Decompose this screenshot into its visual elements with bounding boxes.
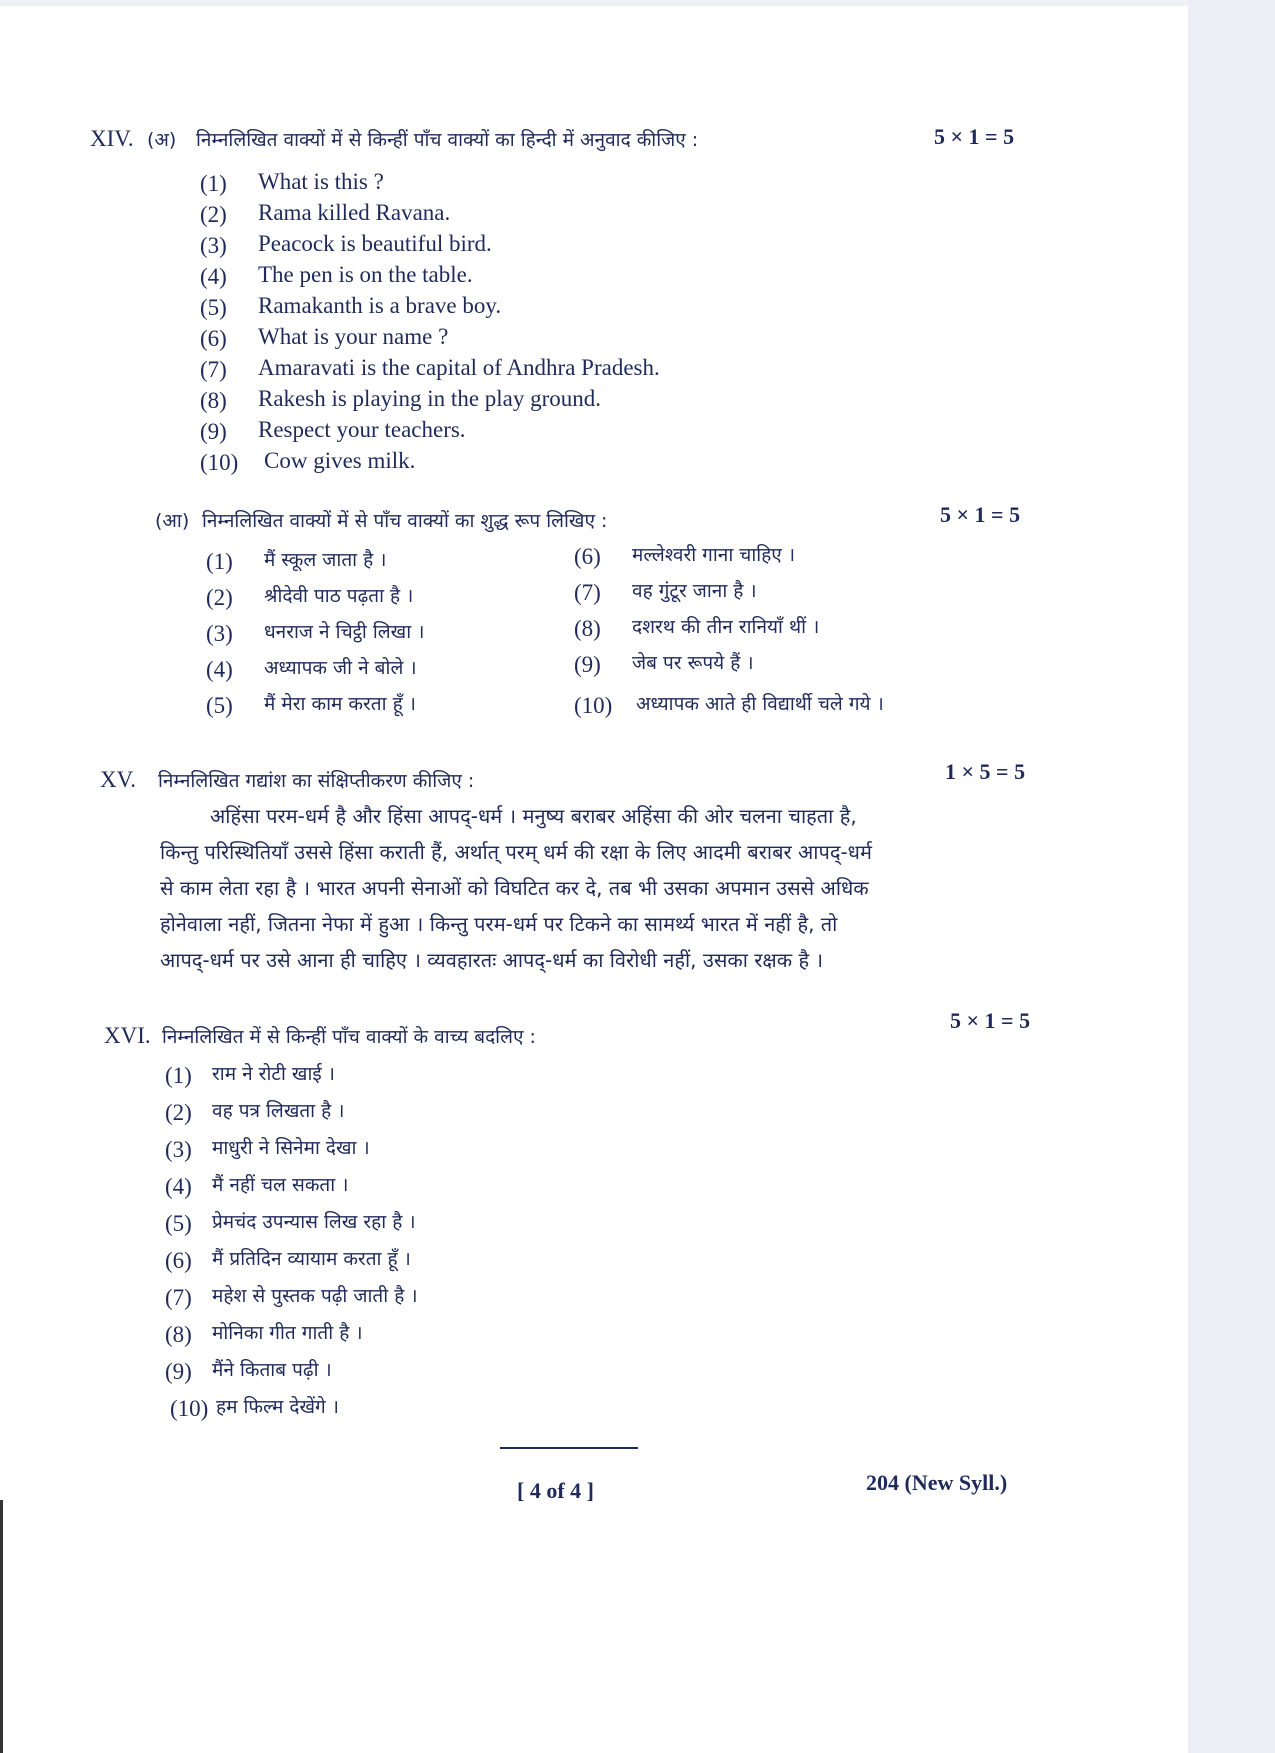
list-item-text: श्रीदेवी पाठ पढ़ता है । bbox=[264, 585, 414, 607]
list-item-text: Rakesh is playing in the play ground. bbox=[258, 386, 602, 411]
scan-edge-line bbox=[0, 1500, 3, 1753]
footer-rule bbox=[500, 1447, 638, 1449]
q16-marks: 5 × 1 = 5 bbox=[950, 1008, 1031, 1033]
q15-marks: 1 × 5 = 5 bbox=[945, 759, 1026, 784]
list-item-number: (2) bbox=[200, 202, 227, 227]
list-item-text: The pen is on the table. bbox=[258, 262, 473, 287]
list-item-number: (3) bbox=[200, 233, 227, 258]
list-item-number: (7) bbox=[574, 580, 601, 605]
list-item-text: महेश से पुस्तक पढ़ी जाती है । bbox=[212, 1285, 418, 1307]
passage-line: से काम लेता रहा है । भारत अपनी सेनाओं को विघटित कर दे, तब भी उसका अपमान उससे अधिक bbox=[160, 876, 869, 900]
list-item-text: दशरथ की तीन रानियाँ थीं । bbox=[632, 616, 820, 638]
list-item-number: (1) bbox=[206, 549, 233, 574]
paper-code: 204 (New Syll.) bbox=[866, 1470, 1008, 1495]
list-item-text: मैं स्कूल जाता है । bbox=[264, 549, 387, 571]
list-item-number: (8) bbox=[200, 388, 227, 413]
q14b-label: (आ) bbox=[155, 510, 190, 532]
list-item-text: मैं प्रतिदिन व्यायाम करता हूँ । bbox=[212, 1248, 411, 1270]
list-item-number: (4) bbox=[165, 1174, 192, 1199]
list-item-number: (3) bbox=[165, 1137, 192, 1162]
list-item-number: (6) bbox=[574, 544, 601, 569]
list-item-text: Amaravati is the capital of Andhra Pradesh. bbox=[258, 355, 660, 380]
list-item-text: राम ने रोटी खाई । bbox=[212, 1063, 335, 1085]
list-item-number: (9) bbox=[574, 652, 601, 677]
list-item-number: (6) bbox=[165, 1248, 192, 1273]
list-item-number: (10) bbox=[574, 693, 613, 718]
list-item-number: (10) bbox=[170, 1396, 209, 1421]
q14b-marks: 5 × 1 = 5 bbox=[940, 502, 1021, 527]
list-item-number: (3) bbox=[206, 621, 233, 646]
page-top-shadow bbox=[0, 0, 1188, 6]
list-item-text: हम फिल्म देखेंगे । bbox=[216, 1396, 339, 1418]
list-item-number: (8) bbox=[574, 616, 601, 641]
list-item-text: वह गुंटूर जाना है । bbox=[632, 580, 757, 602]
scan-edge-shadow bbox=[1188, 0, 1275, 1753]
list-item-text: Ramakanth is a brave boy. bbox=[258, 293, 502, 318]
list-item-text: वह पत्र लिखता है । bbox=[212, 1100, 345, 1122]
list-item-text: धनराज ने चिट्ठी लिखा । bbox=[264, 621, 425, 643]
q14a-instruction: निम्नलिखित वाक्यों में से किन्हीं पाँच वाक्यों का हिन्दी में अनुवाद कीजिए : bbox=[196, 129, 699, 151]
list-item-number: (5) bbox=[200, 295, 227, 320]
q15-number: XV. bbox=[100, 767, 137, 792]
list-item-text: मैंने किताब पढ़ी । bbox=[212, 1359, 332, 1381]
passage-line: होनेवाला नहीं, जितना नेफा में हुआ । किन्तु परम-धर्म पर टिकने का सामर्थ्य भारत में नहीं है, तो bbox=[160, 912, 838, 936]
list-item-text: माधुरी ने सिनेमा देखा । bbox=[212, 1137, 370, 1159]
list-item-number: (7) bbox=[165, 1285, 192, 1310]
list-item-text: अध्यापक जी ने बोले । bbox=[264, 657, 417, 679]
list-item-number: (4) bbox=[200, 264, 227, 289]
list-item-text: मैं नहीं चल सकता । bbox=[212, 1174, 349, 1196]
q15-instruction: निम्नलिखित गद्यांश का संक्षिप्तीकरण कीजिए : bbox=[158, 770, 475, 792]
list-item-number: (1) bbox=[200, 171, 227, 196]
page-number: [ 4 of 4 ] bbox=[517, 1478, 594, 1503]
list-item-number: (9) bbox=[200, 419, 227, 444]
list-item-text: अध्यापक आते ही विद्यार्थी चले गये । bbox=[636, 693, 884, 715]
list-item-number: (5) bbox=[206, 693, 233, 718]
list-item-number: (9) bbox=[165, 1359, 192, 1384]
list-item-text: जेब पर रूपये हैं । bbox=[632, 652, 754, 674]
list-item-number: (2) bbox=[206, 585, 233, 610]
list-item-number: (4) bbox=[206, 657, 233, 682]
list-item-text: Rama killed Ravana. bbox=[258, 200, 451, 225]
passage-line: आपद्-धर्म पर उसे आना ही चाहिए । व्यवहारतः आपद्-धर्म का विरोधी नहीं, उसका रक्षक है । bbox=[160, 948, 824, 972]
list-item-text: Cow gives milk. bbox=[264, 448, 416, 473]
list-item-number: (2) bbox=[165, 1100, 192, 1125]
list-item-number: (5) bbox=[165, 1211, 192, 1236]
list-item-number: (10) bbox=[200, 450, 239, 475]
passage-line: किन्तु परिस्थितियाँ उससे हिंसा कराती हैं, अर्थात् परम् धर्म की रक्षा के लिए आदमी बराबर आपद्-धर्म bbox=[160, 840, 872, 864]
q14b-instruction: निम्नलिखित वाक्यों में से पाँच वाक्यों का शुद्ध रूप लिखिए : bbox=[202, 510, 608, 532]
q14a-marks: 5 × 1 = 5 bbox=[934, 124, 1015, 149]
list-item-number: (6) bbox=[200, 326, 227, 351]
list-item-text: What is this ? bbox=[258, 169, 384, 194]
list-item-text: Respect your teachers. bbox=[258, 417, 466, 442]
list-item-text: मैं मेरा काम करता हूँ । bbox=[264, 693, 416, 715]
list-item-text: मल्लेश्वरी गाना चाहिए । bbox=[632, 544, 796, 566]
q14-number: XIV. bbox=[90, 126, 134, 151]
q16-number: XVI. bbox=[104, 1023, 151, 1048]
list-item-text: Peacock is beautiful bird. bbox=[258, 231, 492, 256]
q16-instruction: निम्नलिखित में से किन्हीं पाँच वाक्यों के वाच्य बदलिए : bbox=[162, 1026, 536, 1048]
list-item-number: (7) bbox=[200, 357, 227, 382]
list-item-text: What is your name ? bbox=[258, 324, 449, 349]
list-item-text: प्रेमचंद उपन्यास लिख रहा है । bbox=[212, 1211, 416, 1233]
list-item-number: (1) bbox=[165, 1063, 192, 1088]
q14a-label: (अ) bbox=[147, 129, 177, 151]
passage-line: अहिंसा परम-धर्म है और हिंसा आपद्-धर्म । मनुष्य बराबर अहिंसा की ओर चलना चाहता है, bbox=[210, 804, 857, 828]
list-item-number: (8) bbox=[165, 1322, 192, 1347]
list-item-text: मोनिका गीत गाती है । bbox=[212, 1322, 363, 1344]
